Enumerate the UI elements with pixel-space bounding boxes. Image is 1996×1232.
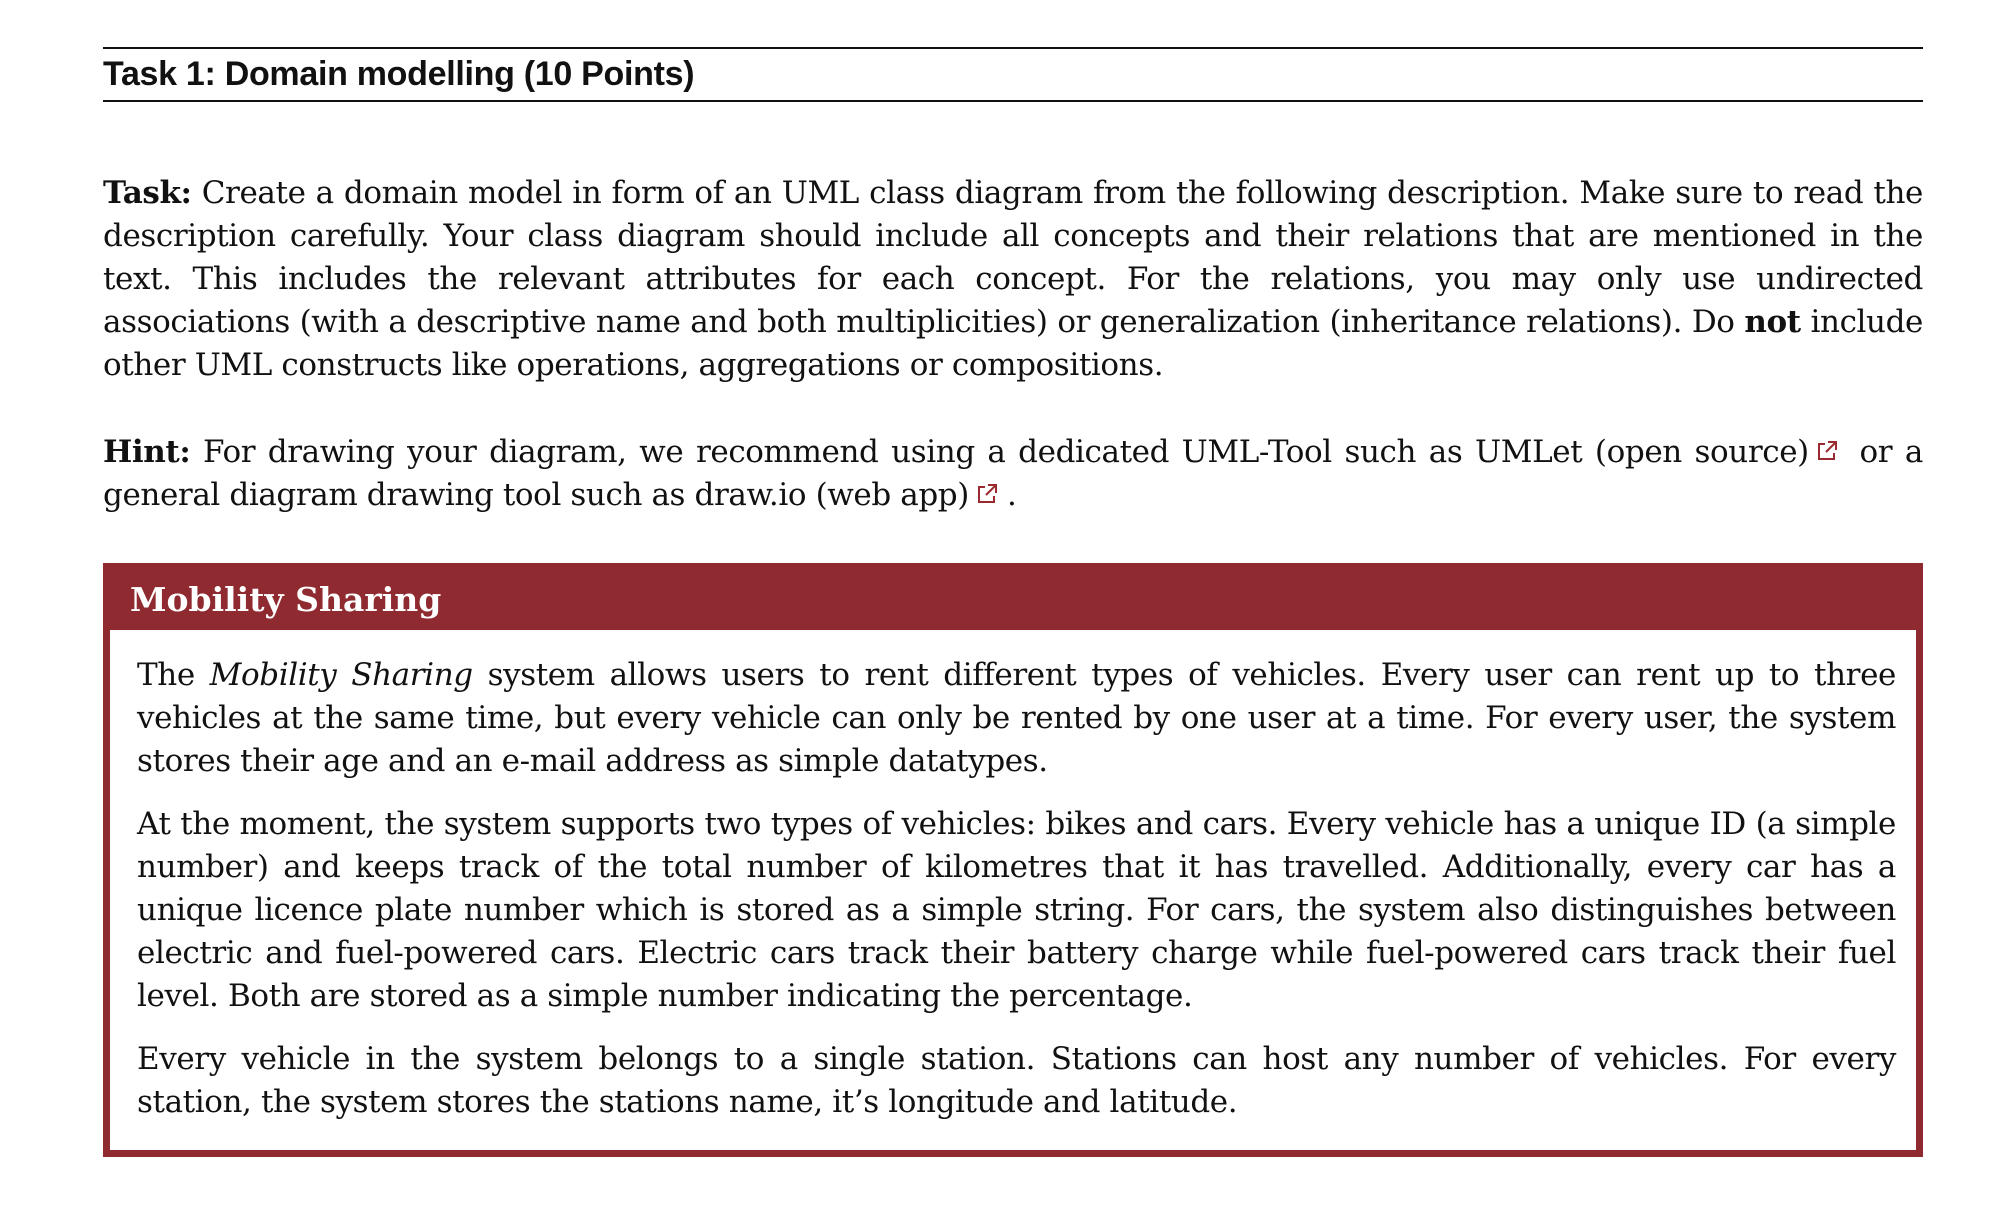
box-paragraph-1 [137, 654, 1896, 783]
hint-text-part-3: . [1006, 477, 1017, 513]
box-p1-emphasis: Mobility Sharing [209, 657, 473, 693]
task-title: Task 1: Domain modelling (10 Points) [103, 55, 695, 93]
box-p1-post: system allows users to rent different types of vehicles. Every user can rent up to three vehicles at the same time, but every vehicle can only be rented by one user at a time. For every user, the system stores their age and an e-mail address as simple datatypes. [137, 657, 1896, 779]
box-title: Mobility Sharing [110, 570, 1916, 630]
box-paragraph-3: Every vehicle in the system belongs to a single station. Stations can host any number of vehicles. For every station, the system stores the stations name, it’s longitude and latitude. [137, 1041, 1896, 1120]
hint-paragraph [103, 431, 1923, 517]
task-text-part-1: Create a domain model in form of an UML class diagram from the following description. Make sure to read the description carefully. Your class diagram should include all concepts and their relations that are mentioned in the text. This includes the relevant attributes for each concept. For the relations, you may only use undirected associations (with a descriptive name and both multiplicities) or generalization (inheritance relations). Do [103, 175, 1923, 340]
task-description [103, 172, 1923, 387]
hint-text-part-2: or a general diagram drawing tool such as draw.io (web app) [103, 434, 1923, 513]
box-body [110, 630, 1916, 1150]
box-paragraph-2: At the moment, the system supports two types of vehicles: bikes and cars. Every vehicle has a unique ID (a simple number) and keeps track of the total number of kilometres that it has travelled. Additionally, every car has a unique licence plate number which is stored as a simple string. For cars, the system also distinguishes between electric and fuel-powered cars. Electric cars track their battery charge while fuel-powered cars track their fuel level. Both are stored as a simple number indicating the percentage. [137, 806, 1896, 1014]
document-page [103, 47, 1923, 1157]
box-p1-pre: The [137, 657, 210, 693]
task-lead: Task: [103, 175, 192, 211]
hint-lead: Hint: [103, 434, 191, 470]
mobility-sharing-box [103, 563, 1923, 1157]
external-link-icon[interactable] [975, 482, 999, 506]
hint-text-part-1: For drawing your diagram, we recommend using a dedicated UML-Tool such as UMLet (open source) [190, 434, 1809, 470]
external-link-icon[interactable] [1815, 439, 1839, 463]
task-emphasis-not: not [1744, 304, 1801, 340]
task-heading [103, 47, 1923, 102]
task-text-part-2: include other UML constructs like operations, aggregations or compositions. [103, 304, 1923, 383]
